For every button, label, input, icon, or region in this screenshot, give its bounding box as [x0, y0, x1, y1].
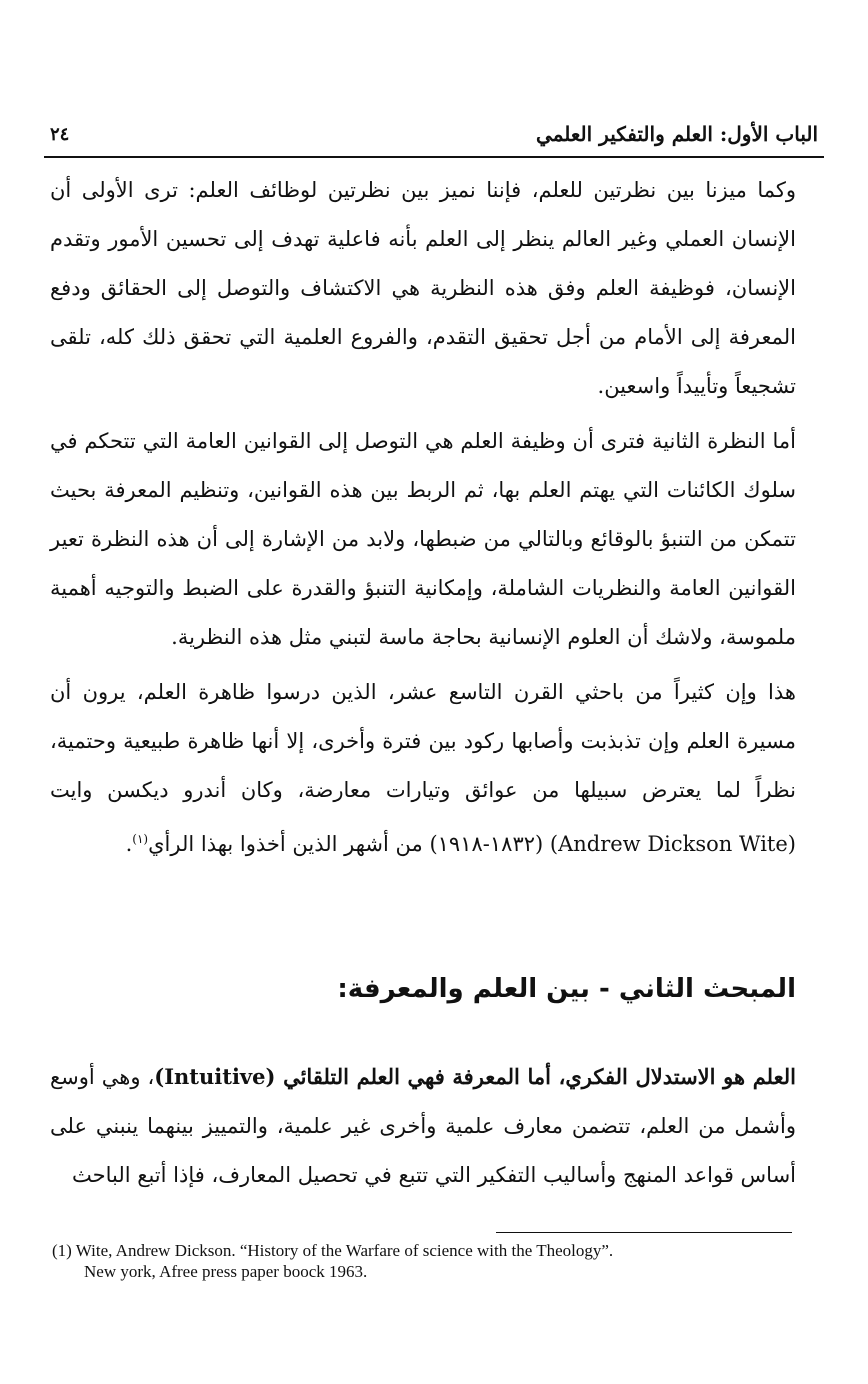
section-body	[50, 1052, 796, 1200]
paragraph-nineteenth-century	[50, 668, 796, 869]
footnote-line-1: (1) Wite, Andrew Dickson. “History of the Warfare of science with the Theology”.	[52, 1241, 614, 1260]
section-heading: المبحث الثاني - بين العلم والمعرفة:	[337, 974, 796, 1004]
paragraph-lead: العلم هو الاستدلال الفكري، أما المعرفة فهي العلم التلقائي (Intuitive)	[154, 1064, 796, 1089]
paragraph-text: هذا وإن كثيراً من باحثي القرن التاسع عشر، الذين درسوا ظاهرة العلم، يرون أن مسيرة العلم وإن تذبذبت وأصابها ركود بين فترة وأخرى، إلا أنها ظاهرة طبيعية وحتمية، نظراً لما يعترض سبيلها من عوائق وتيارات معارضة، وكان أندرو ديكسن وايت (Andrew Dickson Wite) (١٨٣٢-١٩١٨) من أشهر الذين أخذوا بهذا الرأي	[50, 680, 796, 856]
paragraph-science-vs-knowledge	[50, 1052, 796, 1200]
paragraph-functions-of-science: وكما ميزنا بين نظرتين للعلم، فإننا نميز بين نظرتين لوظائف العلم: ترى الأولى أن الإنسان العملي وغير العالم ينظر إلى العلم بأنه فاعلية تهدف إلى تحسين الأمور وتقدم الإنسان، فوظيفة العلم وفق هذه النظرية هي الاكتشاف والتوصل إلى الحقائق ودفع المعرفة إلى الأمام من أجل تحقيق التقدم، والفروع العلمية التي تحقق ذلك كله، تلقى تشجيعاً وتأييداً واسعين.	[50, 178, 796, 398]
paragraph-end: .	[125, 832, 133, 856]
running-title: الباب الأول: العلم والتفكير العلمي	[536, 122, 818, 146]
footnote-reference: (١)	[132, 832, 149, 846]
header-rule	[44, 156, 824, 158]
paragraph-second-view: أما النظرة الثانية فترى أن وظيفة العلم هي التوصل إلى القوانين العامة التي تتحكم في سلوك الكائنات التي يهتم العلم بها، ثم الربط بين هذه القوانين، وتنظيم المعرفة بحيث تتمكن من التنبؤ بالوقائع وبالتالي من ضبطها، ولابد من الإشارة إلى أن هذه النظرة تعير القوانين العامة والنظريات الشاملة، وإمكانية التنبؤ والقدرة على الضبط والتوجيه أهمية ملموسة، ولاشك أن العلوم الإنسانية بحاجة ماسة لتبني مثل هذه النظرية.	[50, 429, 796, 649]
paragraph-rest: ، وهي أوسع وأشمل من العلم، تتضمن معارف علمية وأخرى غير علمية، والتمييز بينهما ينبني على أساس قواعد المنهج وأساليب التفكير التي تتبع في تحصيل المعارف، فإذا أتبع الباحث	[50, 1065, 796, 1187]
page-number: ٢٤	[50, 124, 70, 145]
body-text	[50, 166, 796, 869]
footnote	[52, 1240, 798, 1282]
footnote-line-2: New york, Afree press paper boock 1963.	[84, 1262, 368, 1281]
footnote-rule	[496, 1232, 792, 1233]
running-head	[50, 118, 818, 158]
